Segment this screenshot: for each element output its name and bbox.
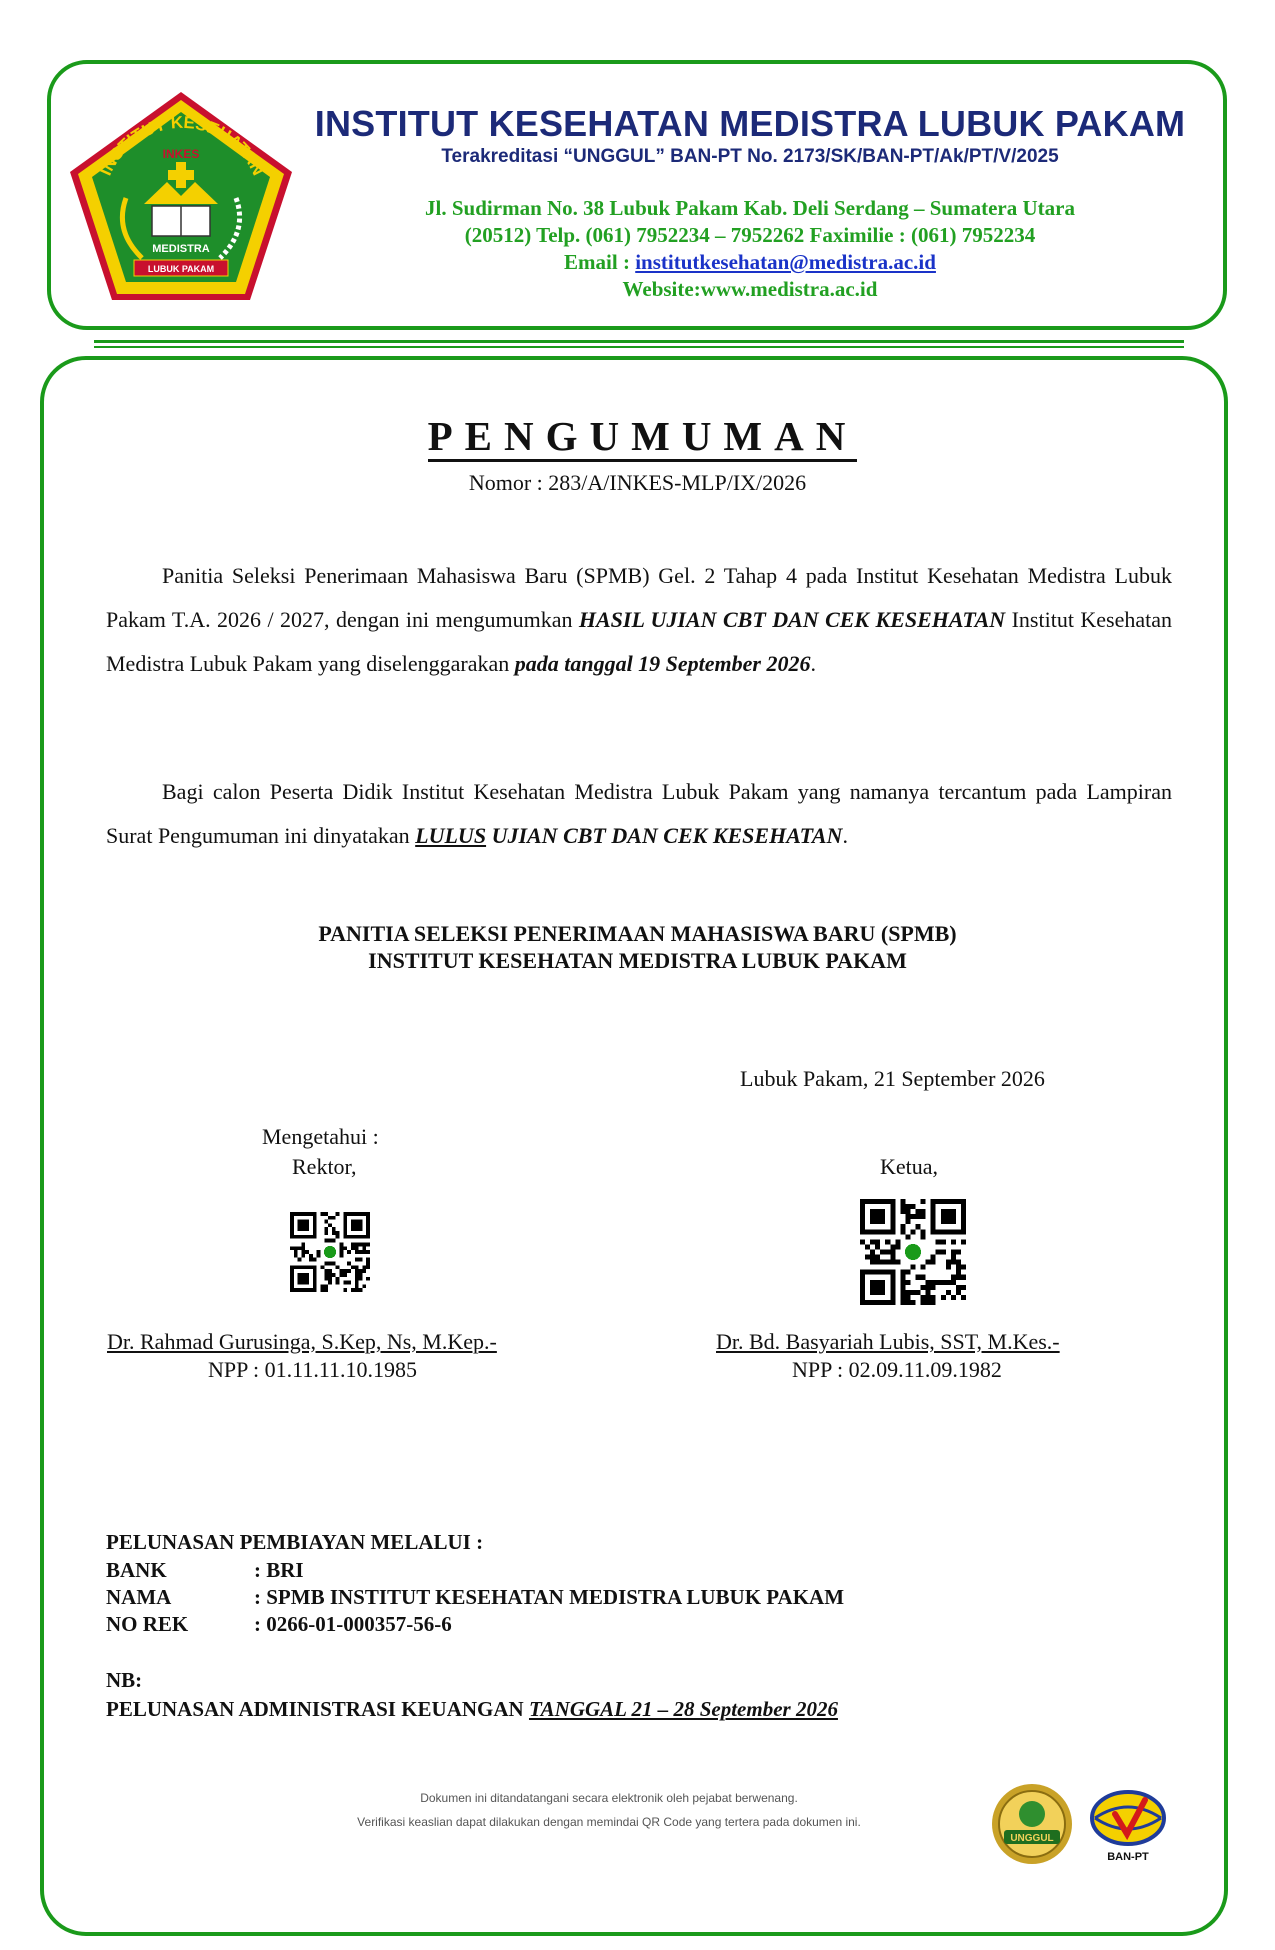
address-line-1: Jl. Sudirman No. 38 Lubuk Pakam Kab. Deli Serdang – Sumatera Utara	[425, 196, 1075, 220]
ban-pt-logo-icon	[1085, 1788, 1171, 1866]
header-divider-thick	[94, 340, 1184, 343]
payment-title: PELUNASAN PEMBIAYAN MELALUI :	[106, 1530, 484, 1554]
note-text: PELUNASAN ADMINISTRASI KEUANGAN TANGGAL 21 – 28 September 2026	[106, 1697, 838, 1721]
institution-name: INSTITUT KESEHATAN MEDISTRA LUBUK PAKAM	[314, 103, 1186, 144]
chair-qr-code[interactable]	[860, 1199, 966, 1305]
rector-npp: NPP : 01.11.11.10.1985	[208, 1357, 418, 1382]
email-line	[300, 250, 1200, 275]
rector-qr-code[interactable]	[290, 1212, 370, 1292]
unggul-badge-text: UNGGUL	[1010, 1833, 1054, 1844]
address-line-2: (20512) Telp. (061) 7952234 – 7952262 Faximilie : (061) 7952234	[464, 223, 1036, 247]
payment-row-account: NO REK : 0266-01-000357-56-6	[106, 1612, 452, 1636]
website-line: Website:www.medistra.ac.id	[622, 277, 878, 301]
footer-note-1: Dokumen ini ditandatangani secara elektronik oleh pejabat berwenang.	[420, 1791, 798, 1805]
unggul-badge-icon	[990, 1782, 1074, 1866]
note-label: NB:	[106, 1668, 143, 1692]
rector-role: Rektor,	[292, 1154, 357, 1179]
logo-inkes-text: INKES	[162, 147, 200, 161]
logo-ribbon-text: LUBUK PAKAM	[147, 264, 215, 274]
payment-row-bank: BANK : BRI	[106, 1558, 304, 1582]
email-link[interactable]: institutkesehatan@medistra.ac.id	[635, 250, 936, 274]
rector-name: Dr. Rahmad Gurusinga, S.Kep, Ns, M.Kep.-	[107, 1329, 497, 1354]
chair-role: Ketua,	[880, 1154, 939, 1179]
announcement-paragraph-1: Panitia Seleksi Penerimaan Mahasiswa Baru (SPMB) Gel. 2 Tahap 4 pada Institut Kesehatan Medistra Lubuk Pakam T.A. 2026 / 2027, dengan ini mengumumkan HASIL UJIAN CBT DAN CEK KESEHATAN Institut Kesehatan Medistra Lubuk Pakam yang diselenggarakan pada tanggal 19 September 2026.	[106, 563, 1172, 676]
accreditation-line: Terakreditasi “UNGGUL” BAN-PT No. 2173/SK/BAN-PT/Ak/PT/V/2025	[441, 146, 1059, 167]
institution-logo	[64, 86, 298, 308]
email-label: Email :	[564, 250, 636, 274]
payment-row-name: NAMA : SPMB INSTITUT KESEHATAN MEDISTRA LUBUK PAKAM	[106, 1585, 845, 1609]
acknowledged-label: Mengetahui :	[262, 1124, 379, 1149]
chair-name: Dr. Bd. Basyariah Lubis, SST, M.Kes.-	[716, 1329, 1060, 1354]
committee-line-1: PANITIA SELEKSI PENERIMAAN MAHASISWA BARU (SPMB)	[318, 921, 957, 946]
logo-medistra-text: MEDISTRA	[152, 243, 210, 255]
document-number: Nomor : 283/A/INKES-MLP/IX/2026	[468, 470, 807, 495]
committee-line-2: INSTITUT KESEHATAN MEDISTRA LUBUK PAKAM	[368, 948, 907, 973]
chair-npp: NPP : 02.09.11.09.1982	[792, 1357, 1002, 1382]
header-divider-thin	[94, 346, 1184, 348]
footer-note-2: Verifikasi keaslian dapat dilakukan dengan memindai QR Code yang tertera pada dokumen ini.	[357, 1815, 861, 1829]
document-title: PENGUMUMAN	[0, 412, 1275, 460]
ban-pt-text: BAN-PT	[1107, 1851, 1149, 1863]
announcement-paragraph-2: Bagi calon Peserta Didik Institut Kesehatan Medistra Lubuk Pakam yang namanya tercantum pada Lampiran Surat Pengumuman ini dinyatakan LULUS UJIAN CBT DAN CEK KESEHATAN.	[106, 779, 1172, 848]
logo-arc-text: INSTITUT KESEHATAN	[95, 112, 268, 179]
place-date: Lubuk Pakam, 21 September 2026	[740, 1066, 1045, 1091]
